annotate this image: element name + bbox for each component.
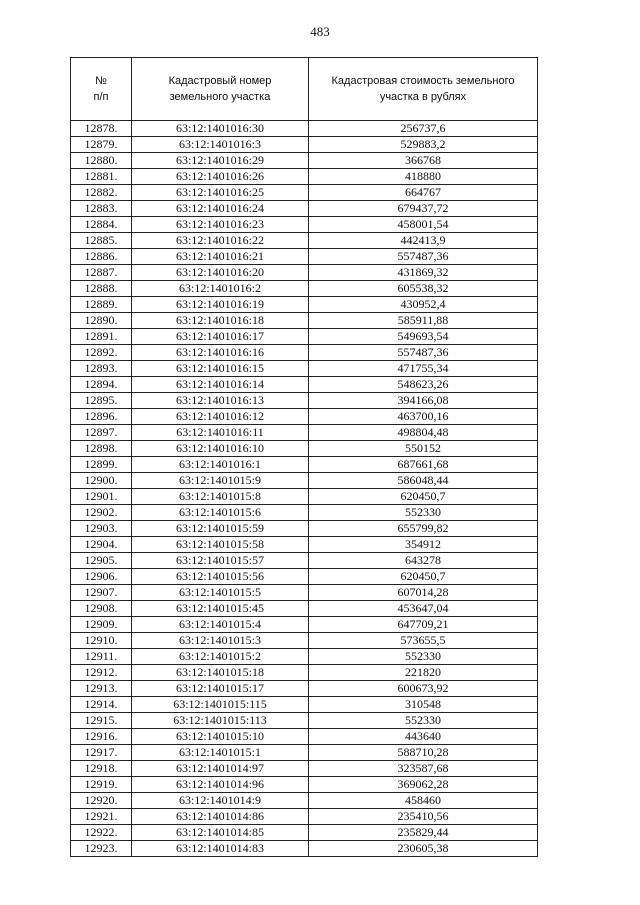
cell-cadastral-number: 63:12:1401016:11: [132, 425, 309, 441]
header-cadastral-cost-line1: Кадастровая стоимость земельного: [331, 75, 515, 87]
cell-row-number: 12899.: [71, 457, 132, 473]
cell-row-number: 12904.: [71, 537, 132, 553]
cell-row-number: 12886.: [71, 249, 132, 265]
cell-cadastral-number: 63:12:1401016:1: [132, 457, 309, 473]
table-row: [71, 473, 538, 489]
table-row: [71, 217, 538, 233]
cell-row-number: 12896.: [71, 409, 132, 425]
table-row: [71, 601, 538, 617]
table-row: [71, 409, 538, 425]
table-row: [71, 201, 538, 217]
table-row: [71, 377, 538, 393]
cell-row-number: 12898.: [71, 441, 132, 457]
table-row: [71, 729, 538, 745]
table-row: [71, 153, 538, 169]
cell-cadastral-cost: 687661,68: [309, 457, 538, 473]
cell-row-number: 12900.: [71, 473, 132, 489]
cell-row-number: 12897.: [71, 425, 132, 441]
cell-cadastral-cost: 418880: [309, 169, 538, 185]
cell-cadastral-number: 63:12:1401014:85: [132, 825, 309, 841]
cell-row-number: 12916.: [71, 729, 132, 745]
cell-row-number: 12893.: [71, 361, 132, 377]
cell-row-number: 12888.: [71, 281, 132, 297]
cell-cadastral-cost: 471755,34: [309, 361, 538, 377]
table-row: [71, 265, 538, 281]
cell-cadastral-cost: 443640: [309, 729, 538, 745]
cell-cadastral-cost: 529883,2: [309, 137, 538, 153]
cell-row-number: 12890.: [71, 313, 132, 329]
cell-cadastral-cost: 552330: [309, 505, 538, 521]
cell-cadastral-cost: 605538,32: [309, 281, 538, 297]
cell-cadastral-number: 63:12:1401014:83: [132, 841, 309, 857]
table-row: [71, 569, 538, 585]
cell-row-number: 12891.: [71, 329, 132, 345]
cell-cadastral-number: 63:12:1401015:8: [132, 489, 309, 505]
cell-cadastral-number: 63:12:1401016:14: [132, 377, 309, 393]
table-row: [71, 121, 538, 137]
cell-cadastral-number: 63:12:1401016:19: [132, 297, 309, 313]
table-row: [71, 681, 538, 697]
cell-row-number: 12913.: [71, 681, 132, 697]
cell-row-number: 12914.: [71, 697, 132, 713]
cell-cadastral-cost: 557487,36: [309, 249, 538, 265]
header-cadastral-cost: [309, 58, 538, 121]
cell-cadastral-cost: 655799,82: [309, 521, 538, 537]
cell-row-number: 12885.: [71, 233, 132, 249]
cell-cadastral-cost: 557487,36: [309, 345, 538, 361]
cell-cadastral-cost: 498804,48: [309, 425, 538, 441]
cell-row-number: 12883.: [71, 201, 132, 217]
cell-row-number: 12923.: [71, 841, 132, 857]
cell-cadastral-number: 63:12:1401016:24: [132, 201, 309, 217]
table-row: [71, 553, 538, 569]
table-header: [71, 58, 538, 121]
cell-row-number: 12905.: [71, 553, 132, 569]
table-row: [71, 713, 538, 729]
cell-cadastral-cost: 458001,54: [309, 217, 538, 233]
table-row: [71, 697, 538, 713]
cell-cadastral-cost: 394166,08: [309, 393, 538, 409]
cell-cadastral-number: 63:12:1401016:2: [132, 281, 309, 297]
table-row: [71, 393, 538, 409]
table-row: [71, 809, 538, 825]
cell-cadastral-cost: 369062,28: [309, 777, 538, 793]
cell-row-number: 12907.: [71, 585, 132, 601]
table-row: [71, 617, 538, 633]
cell-cadastral-number: 63:12:1401016:26: [132, 169, 309, 185]
table-row: [71, 745, 538, 761]
cell-cadastral-number: 63:12:1401015:45: [132, 601, 309, 617]
table-row: [71, 521, 538, 537]
cell-cadastral-number: 63:12:1401014:96: [132, 777, 309, 793]
table-row: [71, 281, 538, 297]
cell-row-number: 12918.: [71, 761, 132, 777]
cell-cadastral-cost: 323587,68: [309, 761, 538, 777]
cell-row-number: 12911.: [71, 649, 132, 665]
cell-cadastral-number: 63:12:1401016:15: [132, 361, 309, 377]
cell-cadastral-number: 63:12:1401015:17: [132, 681, 309, 697]
table-row: [71, 793, 538, 809]
cell-cadastral-cost: 221820: [309, 665, 538, 681]
cell-cadastral-cost: 256737,6: [309, 121, 538, 137]
table-row: [71, 313, 538, 329]
cell-cadastral-number: 63:12:1401015:5: [132, 585, 309, 601]
table-row: [71, 361, 538, 377]
table-body: [71, 121, 538, 857]
page-number: 483: [310, 24, 330, 39]
cell-cadastral-cost: 620450,7: [309, 489, 538, 505]
cell-cadastral-cost: 235829,44: [309, 825, 538, 841]
cell-cadastral-cost: 586048,44: [309, 473, 538, 489]
header-row-number: [71, 58, 132, 121]
header-cadastral-number: [132, 58, 309, 121]
table-row: [71, 761, 538, 777]
table-row: [71, 505, 538, 521]
cell-cadastral-number: 63:12:1401015:4: [132, 617, 309, 633]
cell-cadastral-number: 63:12:1401015:2: [132, 649, 309, 665]
table-row: [71, 537, 538, 553]
cell-row-number: 12910.: [71, 633, 132, 649]
cell-cadastral-cost: 550152: [309, 441, 538, 457]
cell-cadastral-cost: 643278: [309, 553, 538, 569]
table-row: [71, 137, 538, 153]
header-cadastral-number-line1: Кадастровый номер: [168, 75, 272, 87]
table-row: [71, 489, 538, 505]
cell-cadastral-number: 63:12:1401015:56: [132, 569, 309, 585]
cell-cadastral-cost: 453647,04: [309, 601, 538, 617]
cell-row-number: 12922.: [71, 825, 132, 841]
cell-cadastral-number: 63:12:1401015:9: [132, 473, 309, 489]
cell-cadastral-cost: 600673,92: [309, 681, 538, 697]
cell-cadastral-number: 63:12:1401016:13: [132, 393, 309, 409]
header-cadastral-number-line2: земельного участка: [169, 91, 271, 103]
cell-cadastral-number: 63:12:1401016:30: [132, 121, 309, 137]
table-row: [71, 457, 538, 473]
table-row: [71, 233, 538, 249]
cell-cadastral-number: 63:12:1401014:97: [132, 761, 309, 777]
table-row: [71, 425, 538, 441]
header-row-number-line2: п/п: [93, 91, 109, 103]
cell-row-number: 12882.: [71, 185, 132, 201]
cell-row-number: 12889.: [71, 297, 132, 313]
table-row: [71, 777, 538, 793]
cell-cadastral-cost: 463700,16: [309, 409, 538, 425]
cadastre-table: [70, 57, 538, 857]
table-row: [71, 329, 538, 345]
cell-row-number: 12906.: [71, 569, 132, 585]
cell-row-number: 12920.: [71, 793, 132, 809]
header-row: [71, 58, 538, 121]
cell-row-number: 12917.: [71, 745, 132, 761]
cell-row-number: 12919.: [71, 777, 132, 793]
cell-cadastral-cost: 552330: [309, 649, 538, 665]
cell-cadastral-number: 63:12:1401016:18: [132, 313, 309, 329]
cell-cadastral-number: 63:12:1401016:25: [132, 185, 309, 201]
table-row: [71, 841, 538, 857]
cell-cadastral-number: 63:12:1401016:10: [132, 441, 309, 457]
cell-cadastral-number: 63:12:1401015:18: [132, 665, 309, 681]
table-row: [71, 585, 538, 601]
table-row: [71, 825, 538, 841]
cell-cadastral-number: 63:12:1401015:3: [132, 633, 309, 649]
cell-row-number: 12908.: [71, 601, 132, 617]
cell-cadastral-cost: 664767: [309, 185, 538, 201]
cell-row-number: 12901.: [71, 489, 132, 505]
table-row: [71, 441, 538, 457]
cell-cadastral-number: 63:12:1401014:86: [132, 809, 309, 825]
cell-cadastral-cost: 366768: [309, 153, 538, 169]
cell-row-number: 12915.: [71, 713, 132, 729]
cell-cadastral-number: 63:12:1401015:59: [132, 521, 309, 537]
table-row: [71, 649, 538, 665]
cell-cadastral-number: 63:12:1401014:9: [132, 793, 309, 809]
cell-row-number: 12903.: [71, 521, 132, 537]
cell-cadastral-number: 63:12:1401016:3: [132, 137, 309, 153]
table-row: [71, 169, 538, 185]
table-row: [71, 185, 538, 201]
cell-cadastral-cost: 442413,9: [309, 233, 538, 249]
cell-cadastral-cost: 458460: [309, 793, 538, 809]
cell-cadastral-cost: 679437,72: [309, 201, 538, 217]
cell-cadastral-cost: 607014,28: [309, 585, 538, 601]
cell-cadastral-number: 63:12:1401015:115: [132, 697, 309, 713]
cell-row-number: 12894.: [71, 377, 132, 393]
cell-cadastral-number: 63:12:1401015:58: [132, 537, 309, 553]
cell-cadastral-number: 63:12:1401016:12: [132, 409, 309, 425]
cell-cadastral-cost: 549693,54: [309, 329, 538, 345]
cell-cadastral-cost: 573655,5: [309, 633, 538, 649]
cell-row-number: 12895.: [71, 393, 132, 409]
table-row: [71, 249, 538, 265]
cell-row-number: 12892.: [71, 345, 132, 361]
table-row: [71, 297, 538, 313]
cell-cadastral-cost: 548623,26: [309, 377, 538, 393]
cell-cadastral-cost: 588710,28: [309, 745, 538, 761]
table-row: [71, 345, 538, 361]
cell-cadastral-cost: 354912: [309, 537, 538, 553]
cell-cadastral-cost: 647709,21: [309, 617, 538, 633]
cell-cadastral-cost: 430952,4: [309, 297, 538, 313]
table-row: [71, 665, 538, 681]
cell-cadastral-number: 63:12:1401015:1: [132, 745, 309, 761]
cell-row-number: 12902.: [71, 505, 132, 521]
cell-row-number: 12881.: [71, 169, 132, 185]
header-row-number-line1: №: [95, 75, 107, 87]
cell-cadastral-number: 63:12:1401016:29: [132, 153, 309, 169]
cell-row-number: 12912.: [71, 665, 132, 681]
cell-row-number: 12880.: [71, 153, 132, 169]
cell-cadastral-number: 63:12:1401016:20: [132, 265, 309, 281]
cell-cadastral-number: 63:12:1401015:6: [132, 505, 309, 521]
cell-cadastral-number: 63:12:1401015:10: [132, 729, 309, 745]
cell-cadastral-cost: 620450,7: [309, 569, 538, 585]
cell-cadastral-number: 63:12:1401015:57: [132, 553, 309, 569]
cell-cadastral-number: 63:12:1401015:113: [132, 713, 309, 729]
cell-cadastral-cost: 235410,56: [309, 809, 538, 825]
cell-cadastral-cost: 310548: [309, 697, 538, 713]
cell-cadastral-cost: 552330: [309, 713, 538, 729]
cell-row-number: 12909.: [71, 617, 132, 633]
table-row: [71, 633, 538, 649]
header-cadastral-cost-line2: участка в рублях: [379, 91, 467, 103]
cell-row-number: 12884.: [71, 217, 132, 233]
cell-row-number: 12887.: [71, 265, 132, 281]
cell-cadastral-cost: 585911,88: [309, 313, 538, 329]
cell-cadastral-cost: 230605,38: [309, 841, 538, 857]
cell-row-number: 12879.: [71, 137, 132, 153]
cell-cadastral-number: 63:12:1401016:16: [132, 345, 309, 361]
cell-row-number: 12921.: [71, 809, 132, 825]
cell-cadastral-number: 63:12:1401016:17: [132, 329, 309, 345]
cell-cadastral-cost: 431869,32: [309, 265, 538, 281]
cell-cadastral-number: 63:12:1401016:21: [132, 249, 309, 265]
cell-cadastral-number: 63:12:1401016:23: [132, 217, 309, 233]
cell-row-number: 12878.: [71, 121, 132, 137]
cell-cadastral-number: 63:12:1401016:22: [132, 233, 309, 249]
